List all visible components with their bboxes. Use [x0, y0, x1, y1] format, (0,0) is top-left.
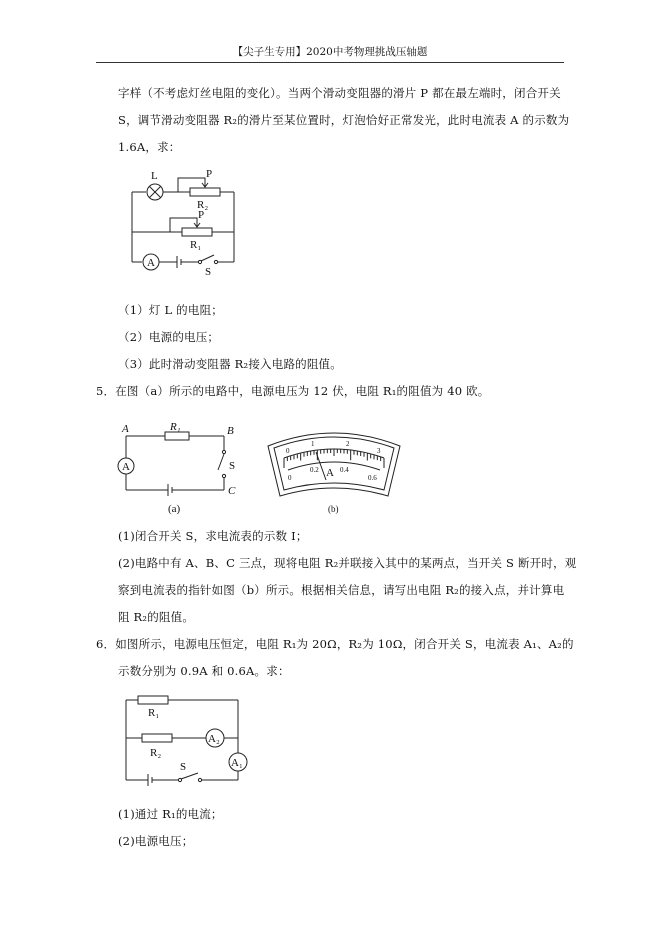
- caption-a: (a): [168, 503, 181, 515]
- q6-line-1: 6．如图所示，电源电压恒定，电阻 R₁为 20Ω，R₂为 10Ω，闭合开关 S，电流表 A₁、A₂的: [96, 637, 574, 651]
- label-R1: R₁: [148, 707, 160, 719]
- scale-top-2: 2: [346, 440, 350, 448]
- switch-symbol: [218, 454, 224, 470]
- q5-sub-2a: (2)电路中有 A、B、C 三点，现将电阻 R₂并联接入其中的某两点，当开关 S 断开时，观: [118, 556, 577, 570]
- q5-ammeter-dial-figure-b: [264, 428, 404, 516]
- resistor-r1: [165, 432, 189, 440]
- label-A2: A₂: [208, 733, 220, 745]
- header-divider: [96, 62, 564, 63]
- scale-bottom-2: 0.4: [340, 466, 349, 474]
- rheostat-r2: [190, 188, 220, 196]
- label-P-top: P: [206, 168, 213, 180]
- q4-line-2: S，调节滑动变阻器 R₂的滑片至某位置时，灯泡恰好正常发光，此时电流表 A 的示数为: [118, 113, 570, 127]
- q5-sub-1: (1)闭合开关 S，求电流表的示数 I；: [118, 529, 308, 543]
- q5-sub-2c: 阻 R₂的阻值。: [118, 610, 195, 624]
- q6-line-2: 示数分别为 0.9A 和 0.6A。求：: [118, 664, 290, 678]
- label-A1: A₁: [231, 757, 243, 769]
- point-A: A: [122, 423, 129, 435]
- label-ammeter: A: [122, 461, 130, 473]
- point-C: C: [228, 485, 236, 497]
- caption-b: (b): [328, 504, 339, 514]
- rheostat-r1: [182, 228, 212, 236]
- switch-symbol: [201, 255, 214, 261]
- label-ammeter: A: [147, 257, 155, 269]
- q4-sub-2: （2）电源的电压；: [118, 330, 220, 344]
- scale-top-1: 1: [311, 440, 315, 448]
- scale-bottom-3: 0.6: [368, 474, 377, 482]
- page-header: 【尖子生专用】2020中考物理挑战压轴题: [232, 46, 428, 58]
- q4-circuit-figure: [120, 168, 250, 278]
- scale-top-0: 0: [286, 447, 290, 455]
- q6-sub-1: (1)通过 R₁的电流；: [118, 807, 223, 821]
- q5-line-1: 5．在图（a）所示的电路中，电源电压为 12 伏，电阻 R₁的阻值为 40 欧。: [96, 384, 490, 398]
- q5-circuit-figure-a: [112, 420, 242, 520]
- q6-sub-2: (2)电源电压；: [118, 834, 194, 848]
- resistor-r2: [142, 734, 172, 742]
- unit-label: A: [326, 467, 334, 479]
- label-S: S: [180, 761, 187, 773]
- q5-sub-2b: 察到电流表的指针如图（b）所示。根据相关信息，请写出电阻 R₂的接入点，并计算电: [118, 583, 565, 597]
- label-R2: R₂: [150, 747, 162, 759]
- scale-bottom-0: 0: [288, 474, 292, 482]
- scale-top-3: 3: [377, 447, 381, 455]
- label-R1: R₁: [170, 421, 181, 433]
- label-L: L: [151, 170, 158, 182]
- resistor-r1: [138, 696, 168, 704]
- q4-sub-1: （1）灯 L 的电阻；: [118, 303, 223, 317]
- label-P-mid: P: [198, 209, 205, 221]
- dial-scale-ticks: [284, 449, 384, 468]
- q6-circuit-figure: [118, 690, 258, 790]
- scale-bottom-1: 0.2: [310, 466, 319, 474]
- q4-line-3: 1.6A，求：: [118, 140, 181, 154]
- label-R2: R₂: [197, 199, 209, 211]
- q4-sub-3: （3）此时滑动变阻器 R₂接入电路的阻值。: [118, 357, 342, 371]
- label-S: S: [205, 266, 212, 278]
- q4-line-1: 字样（不考虑灯丝电阻的变化）。当两个滑动变阻器的滑片 P 都在最左端时，闭合开关: [118, 86, 561, 100]
- point-B: B: [227, 425, 234, 437]
- switch-symbol: [181, 773, 198, 779]
- label-S: S: [229, 460, 236, 472]
- label-R1: R₁: [190, 239, 202, 251]
